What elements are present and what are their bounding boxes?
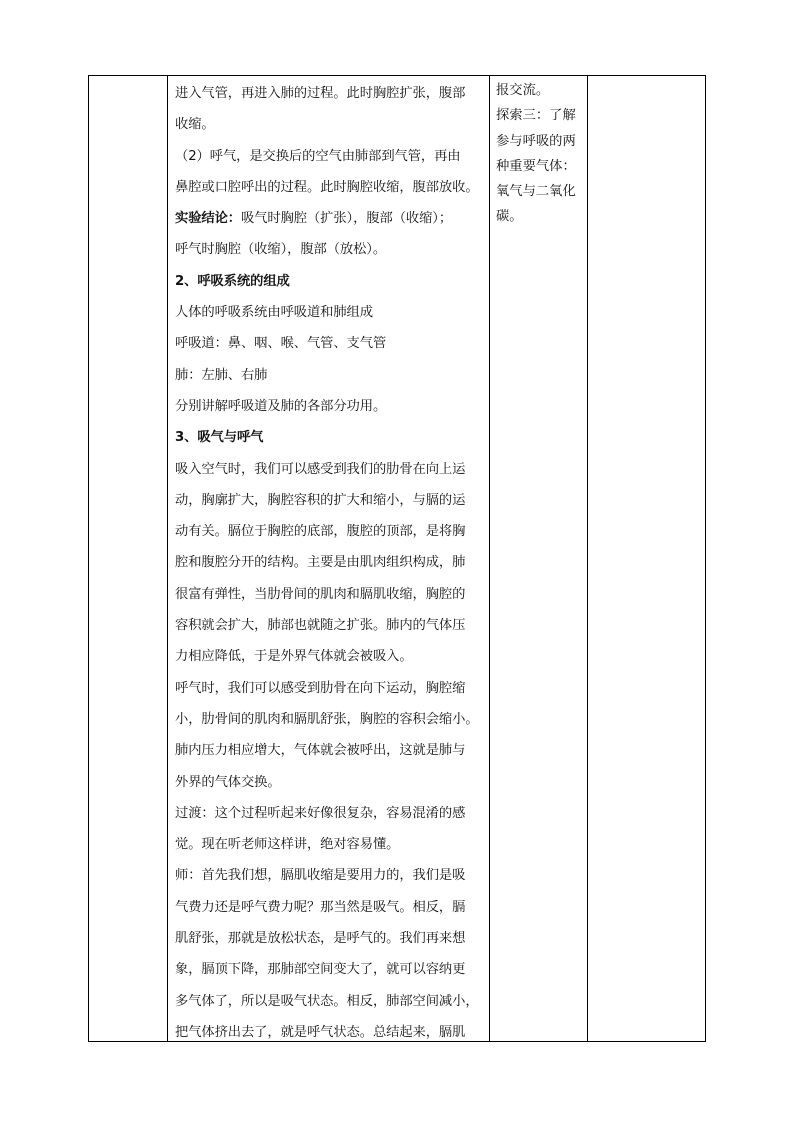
text-line: 种重要气体：: [496, 158, 576, 174]
text-line: 报交流。: [496, 83, 550, 98]
text-line: 过渡：这个过程听起来好像很复杂，容易混淆的感: [175, 805, 466, 821]
text-line: 象，膈顶下降，那肺部空间变大了，就可以容纳更: [175, 962, 466, 978]
lesson-table: [88, 75, 706, 1042]
text-line: 参与呼吸的两: [496, 133, 576, 149]
text-line: 容积就会扩大，肺部也就随之扩张。肺内的气体压: [175, 618, 466, 634]
text-line: 肌舒张，那就是放松状态，是呼气的。我们再来想: [175, 931, 466, 947]
teaching-content-cell: [175, 78, 491, 1048]
text-line: 小，肋骨间的肌肉和膈肌舒张，胸腔的容积会缩小。: [175, 711, 479, 727]
conclusion-label: 实验结论：: [175, 211, 241, 227]
text-line: 氧气与二氧化: [496, 184, 576, 200]
column-divider-1: [167, 76, 168, 1041]
text-line: 力相应降低，于是外界气体就会被吸入。: [175, 649, 413, 665]
text-line: 呼吸道：鼻、咽、喉、气管、支气管: [175, 336, 387, 352]
text-line: 进入气管，再进入肺的过程。此时胸腔扩张，腹部: [175, 86, 466, 101]
text-line: 动，胸廓扩大，胸腔容积的扩大和缩小，与膈的运: [175, 492, 466, 508]
section-heading: 3、吸气与呼气: [175, 430, 264, 446]
text-line: 人体的呼吸系统由呼吸道和肺组成: [175, 305, 373, 321]
text-line: 动有关。膈位于胸腔的底部，腹腔的顶部，是将胸: [175, 524, 466, 540]
section-heading: 2、呼吸系统的组成: [175, 273, 290, 289]
text-line: 师：首先我们想，膈肌收缩是要用力的，我们是吸: [175, 868, 466, 884]
text-line: 肺：左肺、右肺: [175, 367, 268, 383]
text-line: 呼气时，我们可以感受到肋骨在向下运动，胸腔缩: [175, 680, 466, 696]
text-line: 把气体挤出去了，就是呼气状态。总结起来，膈肌: [175, 1024, 466, 1040]
text-line: 多气体了，所以是吸气状态。相反，肺部空间减小，: [175, 993, 479, 1009]
text-line: 很富有弹性，当肋骨间的肌肉和膈肌收缩，胸腔的: [175, 586, 466, 602]
text-line: 气费力还是呼气费力呢？那当然是吸气。相反，膈: [175, 899, 466, 915]
text-line: 外界的气体交换。: [175, 774, 281, 790]
text-line: 分别讲解呼吸道及肺的各部分功用。: [175, 398, 387, 414]
text-line: 觉。现在听老师这样讲，绝对容易懂。: [175, 837, 400, 853]
text-line: （2）呼气，是交换后的空气由肺部到气管，再由: [175, 148, 461, 164]
text-line: 肺内压力相应增大，气体就会被呼出，这就是肺与: [175, 743, 466, 759]
text-line: 收缩。: [175, 117, 215, 133]
text-line: 鼻腔或口腔呼出的过程。此时胸腔收缩，腹部放收。: [175, 179, 479, 195]
text-line: 呼气时胸腔（收缩），腹部（放松）。: [175, 242, 387, 258]
text-line: 探索三：了解: [496, 108, 576, 124]
experiment-conclusion: 实验结论：吸气时胸腔（扩张），腹部（收缩）；: [175, 211, 453, 227]
text-line: 腔和腹腔分开的结构。主要是由肌肉组织构成，肺: [175, 555, 466, 571]
student-activity-cell: [496, 78, 588, 230]
text-line: 吸入空气时，我们可以感受到我们的肋骨在向上运: [175, 461, 466, 477]
text-line: 碳。: [496, 209, 523, 225]
